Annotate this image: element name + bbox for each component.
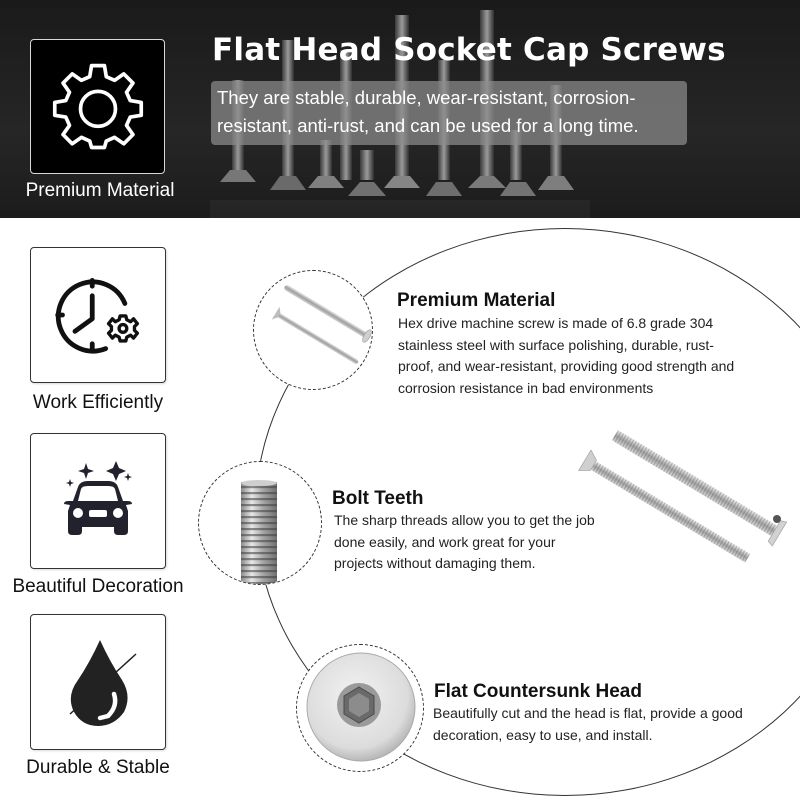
detail-title-premium-material: Premium Material <box>397 290 556 311</box>
thread-closeup-image <box>198 461 322 585</box>
premium-material-icon-box <box>30 39 165 174</box>
car-sparkle-icon <box>48 451 148 551</box>
hex-socket-head-image <box>296 644 424 772</box>
durable-stable-label: Durable & Stable <box>26 757 170 778</box>
water-drop-icon <box>48 632 148 732</box>
page-title: Flat Head Socket Cap Screws <box>212 32 726 68</box>
work-efficiently-label: Work Efficiently <box>32 392 164 413</box>
hero-banner <box>0 0 800 218</box>
gear-icon <box>52 61 144 153</box>
clock-gear-icon <box>50 267 146 363</box>
premium-material-label: Premium Material <box>25 180 175 201</box>
detail-text-flat-countersunk-head: Beautifully cut and the head is flat, provide a good decoration, easy to use, and install. <box>433 705 743 743</box>
durable-stable-icon-box <box>30 614 166 750</box>
beautiful-decoration-icon-box <box>30 433 166 569</box>
banner-description: They are stable, durable, wear-resistant, corrosion-resistant, anti-rust, and can be used for a long time. <box>211 81 687 145</box>
detail-title-flat-countersunk-head: Flat Countersunk Head <box>434 681 642 702</box>
work-efficiently-icon-box <box>30 247 166 383</box>
detail-text-bolt-teeth: The sharp threads allow you to get the job done easily, and work great for your projects without damaging them. <box>334 512 595 571</box>
detail-title-bolt-teeth: Bolt Teeth <box>332 488 424 509</box>
two-screws-image <box>253 270 373 390</box>
beautiful-decoration-label: Beautiful Decoration <box>12 576 184 597</box>
detail-text-premium-material: Hex drive machine screw is made of 6.8 grade 304 stainless steel with surface polishing, durable, rust-proof, and wear-resistant, providing good strength and corrosion resistance in bad environments <box>398 315 735 396</box>
large-screws-image <box>570 415 800 580</box>
